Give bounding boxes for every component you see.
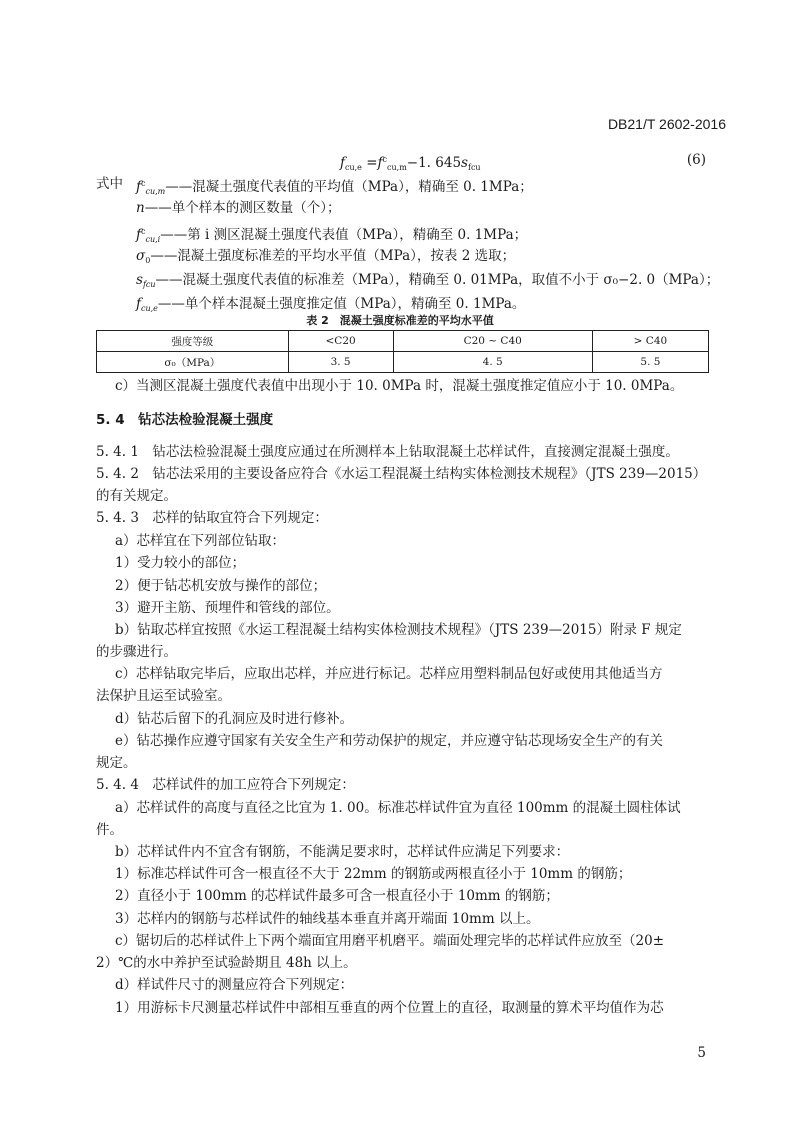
list-item: 3）避开主筋、预埋件和管线的部位。	[115, 600, 340, 616]
formula-lhs-sub: cu,e	[345, 163, 362, 172]
list-item-cont: 件。	[96, 822, 123, 838]
definition-fcui: $f^c_{cu,i}——$第 i 测区混凝土强度代表值（MPa），精确至 0. 1MPa；	[136, 227, 528, 244]
clause-5-4-1: 5. 4. 1 钻芯法检验混凝土强度应通过在所测样本上钻取混凝土芯样试件，直接测定混凝土强度。	[96, 444, 679, 460]
list-item: 2）直径小于 100mm 的芯样试件最多可含一根直径小于 10mm 的钢筋；	[115, 888, 559, 904]
list-item: c）芯样钻取完毕后，应取出芯样，并应进行标记。芯样应用塑料制品包好或使用其他适当方	[115, 666, 663, 682]
table-row-label: σ₀（MPa）	[97, 352, 289, 373]
list-item: d）钻芯后留下的孔洞应及时进行修补。	[115, 711, 354, 727]
list-item: c）锯切后的芯样试件上下两个端面宜用磨平机磨平。端面处理完毕的芯样试件应放至（20±	[115, 933, 665, 949]
list-item: a）芯样宜在下列部位钻取：	[115, 533, 286, 549]
definition-sfcu: $s_{fcu}——$混凝土强度代表值的标准差（MPa），精确至 0. 01MPa，取值不小于 σ₀−2. 0（MPa）；	[136, 272, 720, 289]
table-header-row	[97, 331, 709, 352]
list-item: e）钻芯操作应遵守国家有关安全生产和劳动保护的规定，并应遵守钻芯现场安全生产的有关	[115, 733, 663, 749]
table-row	[97, 352, 709, 373]
table-2	[96, 330, 709, 373]
clause-5-4-4: 5. 4. 4 芯样试件的加工应符合下列规定：	[96, 777, 355, 793]
definitions-intro: 式中	[96, 176, 123, 192]
list-item: d）样试件尺寸的测量应符合下列规定：	[115, 977, 354, 993]
clause-5-4-3: 5. 4. 3 芯样的钻取宜符合下列规定：	[96, 510, 328, 526]
definition-fcue: $f_{cu,e}——$单个样本混凝土强度推定值（MPa），精确至 0. 1MPa。	[136, 296, 526, 313]
list-item: b）钻取芯样宜按照《水运工程混凝土结构实体检测技术规程》（JTS 239—2015）附录 F 规定	[115, 622, 682, 638]
table-caption: 表 2 混凝土强度标准差的平均水平值	[306, 314, 494, 327]
table-cell: 3. 5	[288, 352, 393, 373]
table-header-cell: > C40	[592, 331, 708, 352]
definition-fcum: $f^c_{cu,m}——$混凝土强度代表值的平均值（MPa），精确至 0. 1MPa；	[136, 179, 533, 196]
list-item: a）芯样试件的高度与直径之比宜为 1. 00。标准芯样试件宜为直径 100mm 的混凝土圆柱体试	[115, 800, 681, 816]
table-cell: 5. 5	[592, 352, 708, 373]
list-item: 3）芯样内的钢筋与芯样试件的轴线基本垂直并离开端面 10mm 以上。	[115, 911, 540, 927]
list-item: 1）标准芯样试件可含一根直径不大于 22mm 的钢筋或两根直径小于 10mm 的钢筋；	[115, 866, 632, 882]
formula-number: (6)	[686, 152, 706, 168]
list-item: 1）受力较小的部位；	[115, 555, 246, 571]
formula-6: $f_{cu,e} =f^c_{cu,m}-1$. $645s_{fcu}$	[340, 155, 481, 172]
list-item: b）芯样试件内不宜含有钢筋，不能满足要求时，芯样试件应满足下列要求：	[115, 844, 570, 860]
list-item-cont: 2）℃的水中养护至试验龄期且 48h 以上。	[96, 955, 357, 971]
list-item: 2）便于钻芯机安放与操作的部位；	[115, 578, 327, 594]
clause-5-4-2-cont: 的有关规定。	[96, 488, 177, 504]
formula-tail: −1. 645	[406, 155, 462, 171]
section-heading-5-4: 5. 4 钻芯法检验混凝土强度	[96, 412, 274, 428]
list-item: 1）用游标卡尺测量芯样试件中部相互垂直的两个位置上的直径，取测量的算术平均值作为芯	[115, 1000, 664, 1016]
table-header-cell: C20 ~ C40	[393, 331, 592, 352]
table-header-cell: 强度等级	[97, 331, 289, 352]
clause-c-note: c）当测区混凝土强度代表值中出现小于 10. 0MPa 时，混凝土强度推定值应小于 10. 0MPa。	[115, 378, 684, 394]
list-item-cont: 的步骤进行。	[96, 644, 177, 660]
list-item-cont: 法保护且运至试验室。	[96, 688, 231, 704]
list-item-cont: 规定。	[96, 755, 137, 771]
document-code: DB21/T 2602-2016	[607, 116, 726, 132]
clause-5-4-2: 5. 4. 2 钻芯法采用的主要设备应符合《水运工程混凝土结构实体检测技术规程》（JTS 239—2015）	[96, 466, 707, 482]
table-header-cell: <C20	[288, 331, 393, 352]
table-cell: 4. 5	[393, 352, 592, 373]
page-number: 5	[697, 1045, 706, 1061]
definition-n: n——单个样本的测区数量（个）；	[136, 200, 341, 216]
formula-rhs-sub: cu,m	[387, 163, 407, 172]
definition-sigma0: $\sigma_0——$混凝土强度标准差的平均水平值（MPa），按表 2 选取；	[136, 248, 516, 265]
